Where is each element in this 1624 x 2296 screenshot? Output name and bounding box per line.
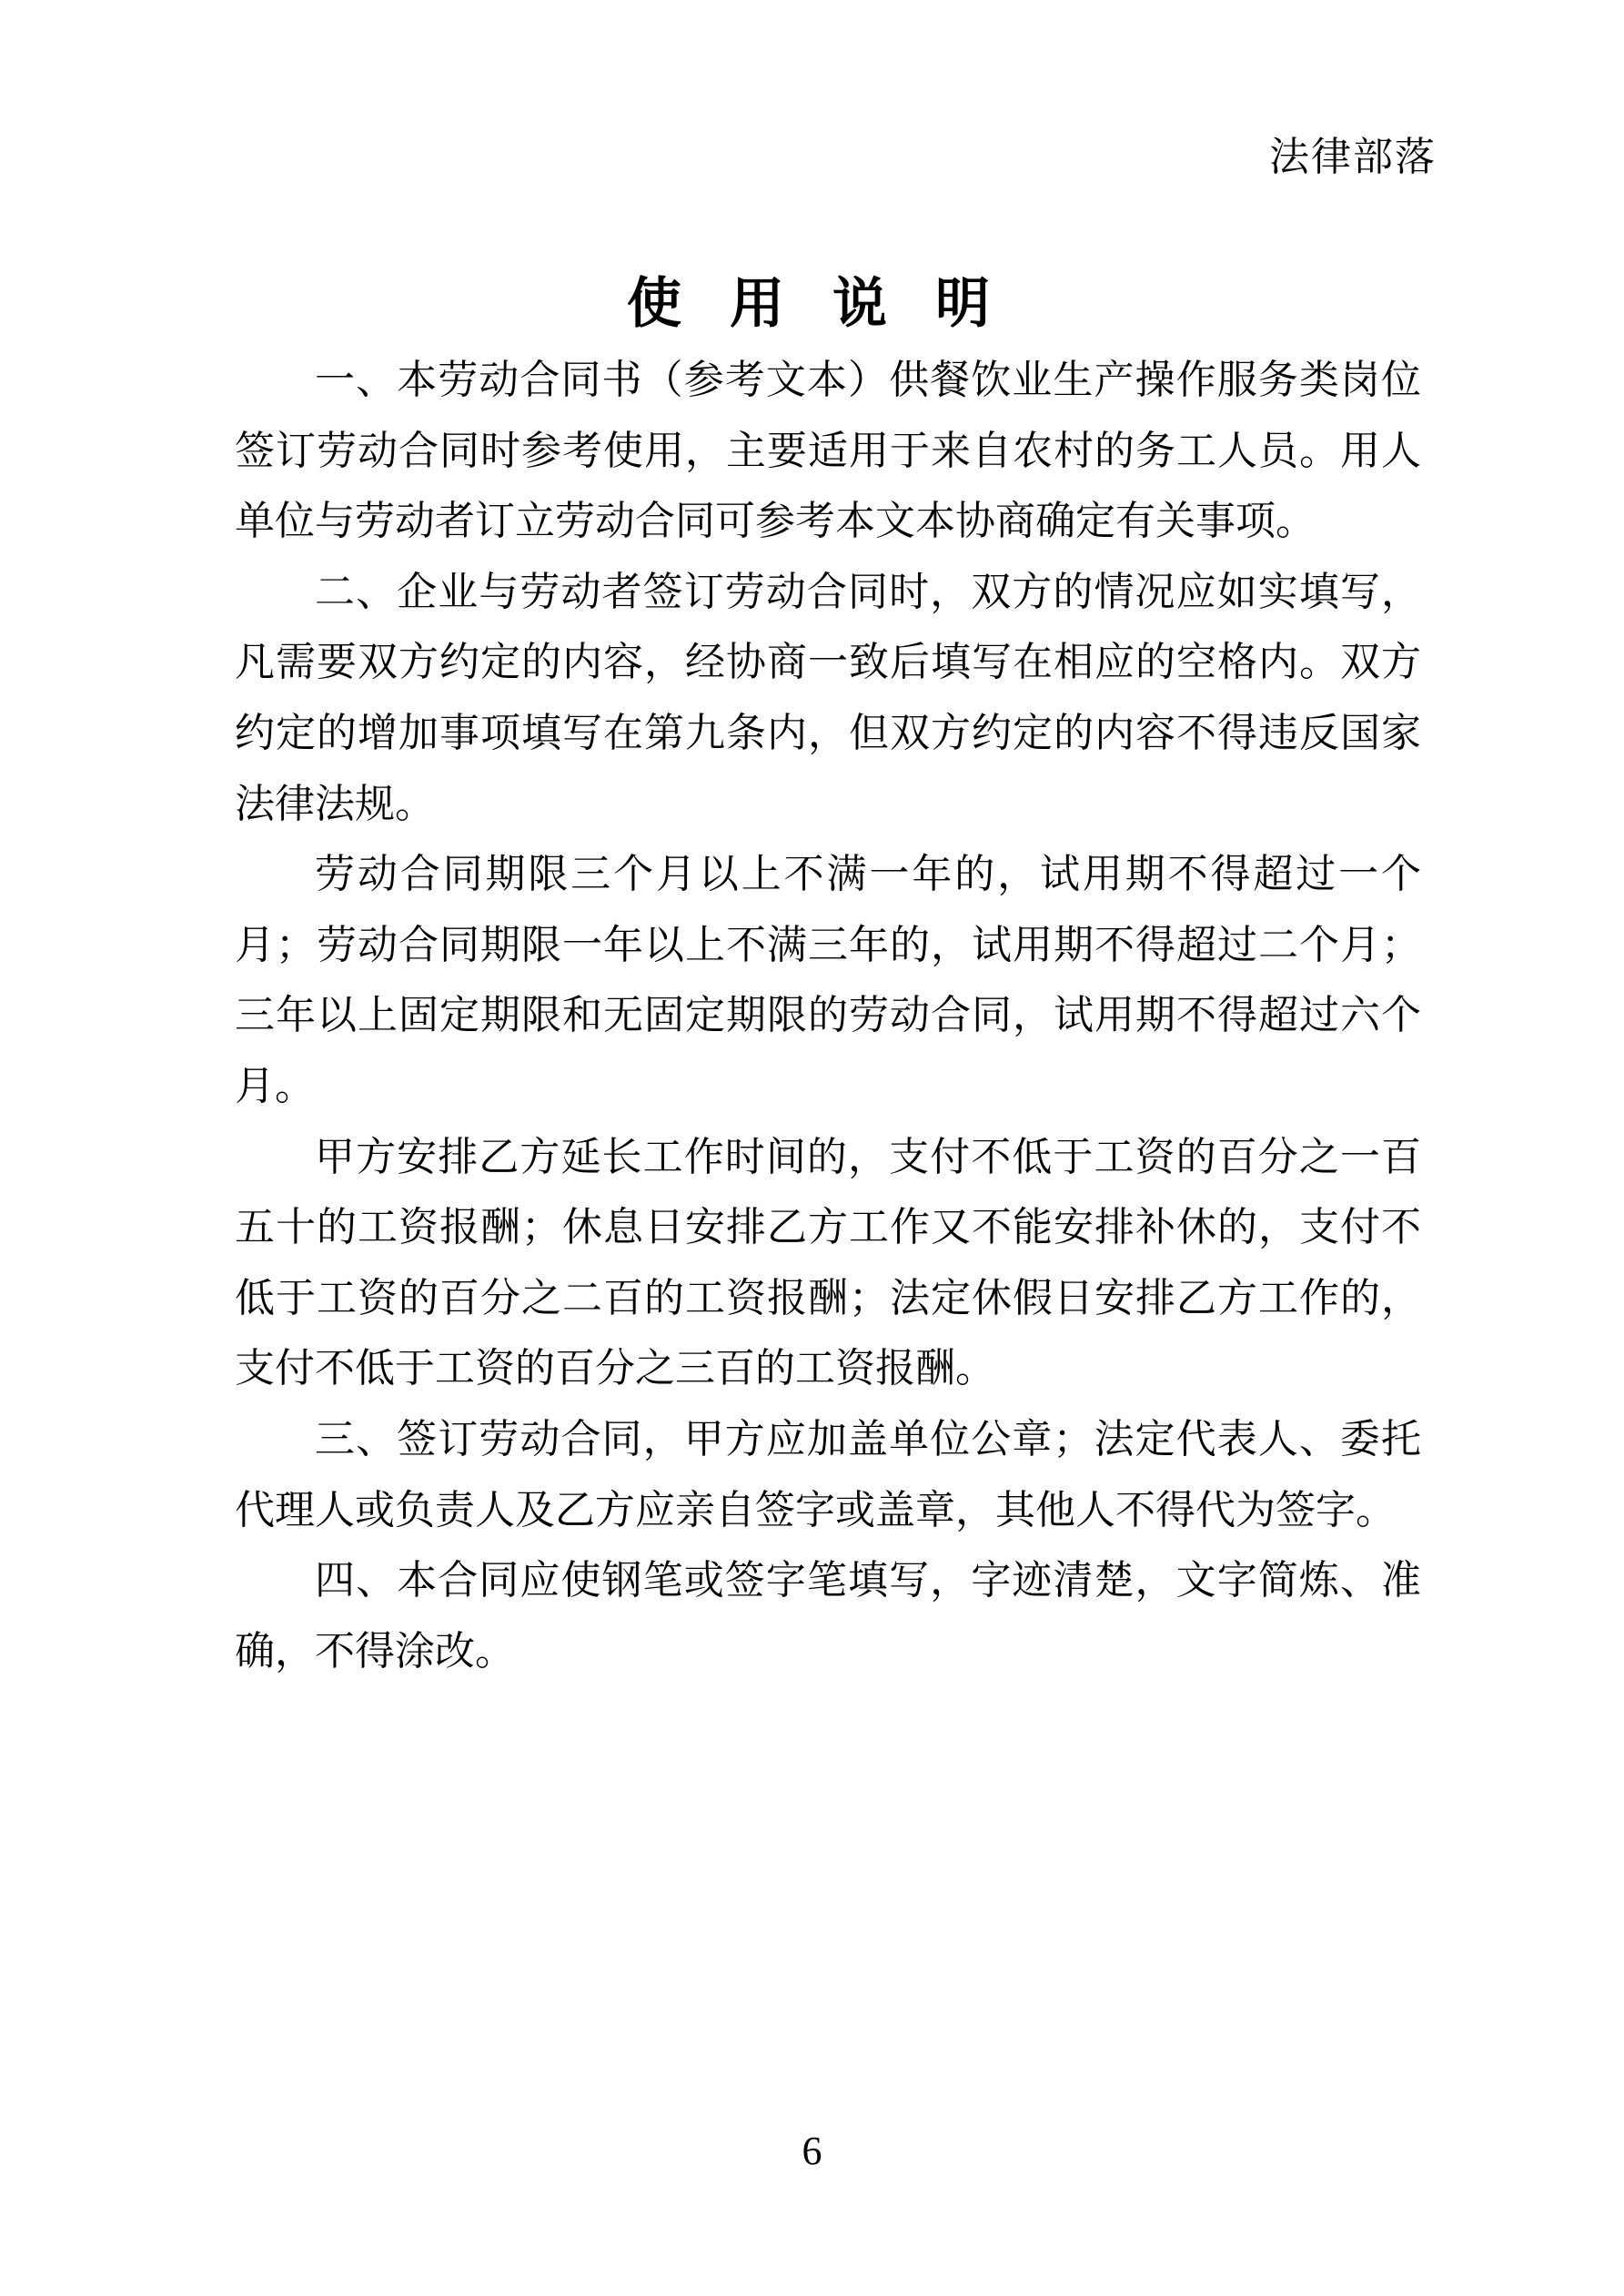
paragraph-1: 一、本劳动合同书（参考文本）供餐饮业生产操作服务类岗位签订劳动合同时参考使用，主要适用于来自农村的务工人员。用人单位与劳动者订立劳动合同可参考本文本协商确定有关事项。	[235, 358, 1421, 544]
header-watermark: 法律部落	[1269, 135, 1437, 179]
paragraph-3: 劳动合同期限三个月以上不满一年的，试用期不得超过一个月；劳动合同期限一年以上不满三年的，试用期不得超过二个月；三年以上固定期限和无固定期限的劳动合同，试用期不得超过六个月。	[235, 852, 1421, 1108]
paragraph-5: 三、签订劳动合同，甲方应加盖单位公章；法定代表人、委托代理人或负责人及乙方应亲自签字或盖章，其他人不得代为签字。	[235, 1416, 1421, 1532]
page-title: 使 用 说 明	[627, 274, 997, 334]
document-body	[235, 345, 1421, 1686]
paragraph-2: 二、企业与劳动者签订劳动合同时，双方的情况应如实填写，凡需要双方约定的内容，经协商一致后填写在相应的空格内。双方约定的增加事项填写在第九条内，但双方约定的内容不得违反国家法律法规。	[235, 569, 1421, 826]
paragraph-6: 四、本合同应使钢笔或签字笔填写，字迹清楚，文字简炼、准确，不得涂改。	[235, 1558, 1421, 1674]
paragraph-4: 甲方安排乙方延长工作时间的，支付不低于工资的百分之一百五十的工资报酬；休息日安排乙方工作又不能安排补休的，支付不低于工资的百分之二百的工资报酬；法定休假日安排乙方工作的，支付不低于工资的百分之三百的工资报酬。	[235, 1134, 1421, 1391]
page-number: 6	[802, 2129, 822, 2173]
